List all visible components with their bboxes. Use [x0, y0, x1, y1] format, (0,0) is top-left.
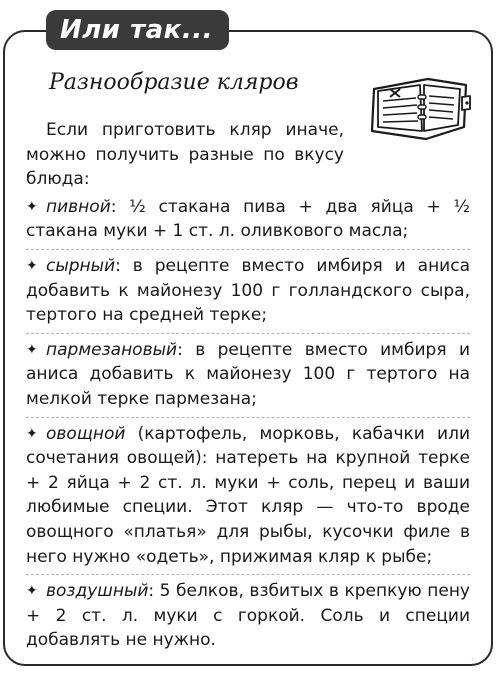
item-term: овощной	[46, 423, 126, 444]
star-bullet-icon: ✦	[26, 198, 38, 215]
item-term: воздушный	[46, 581, 149, 602]
item-term: пивной	[46, 196, 111, 217]
item-term: сырный	[46, 255, 116, 276]
list-item	[26, 249, 470, 328]
box-content	[26, 118, 470, 653]
star-bullet-icon: ✦	[26, 425, 38, 442]
box-heading: Разнообразие кляров	[49, 70, 299, 95]
list-item	[26, 333, 470, 412]
box-title-tab: Или так...	[46, 10, 229, 50]
list-item	[26, 574, 470, 653]
batter-list	[26, 195, 470, 653]
list-item	[26, 195, 470, 244]
item-text: : ½ стакана пива + два яйца + ½ стакана муки + 1 ст. л. оливкового масла;	[26, 196, 470, 242]
star-bullet-icon: ✦	[26, 583, 38, 600]
star-bullet-icon: ✦	[26, 257, 38, 274]
item-text: (картофель, морковь, кабачки или сочетания овощей): натереть на крупной терке + 2 яйца + 2 ст. л. муки + соль, перец и ваши любимые специи. Этот кляр — что-то вроде овощного «платья» для рыбы, кусочки филе в него нужно «одеть», прижимая кляр к рыбе;	[26, 423, 470, 567]
item-text: : в рецепте вместо имбиря и аниса добавить к майонезу 100 г тертого на мелкой терке пармезана;	[26, 339, 470, 409]
item-term: пармезановый	[46, 339, 178, 360]
list-item	[26, 417, 470, 570]
item-text: : 5 белков, взбитых в крепкую пену + 2 ст. л. муки с горкой. Соль и специи добавлять не нужно.	[26, 581, 470, 651]
intro-paragraph: Если приготовить кляр иначе, можно получить разные по вкусу блюда:	[26, 120, 344, 190]
star-bullet-icon: ✦	[26, 341, 38, 358]
item-text: : в рецепте вместо имбиря и аниса добавить к майонезу 100 г голландского сыра, тертого на средней терке;	[26, 255, 470, 326]
